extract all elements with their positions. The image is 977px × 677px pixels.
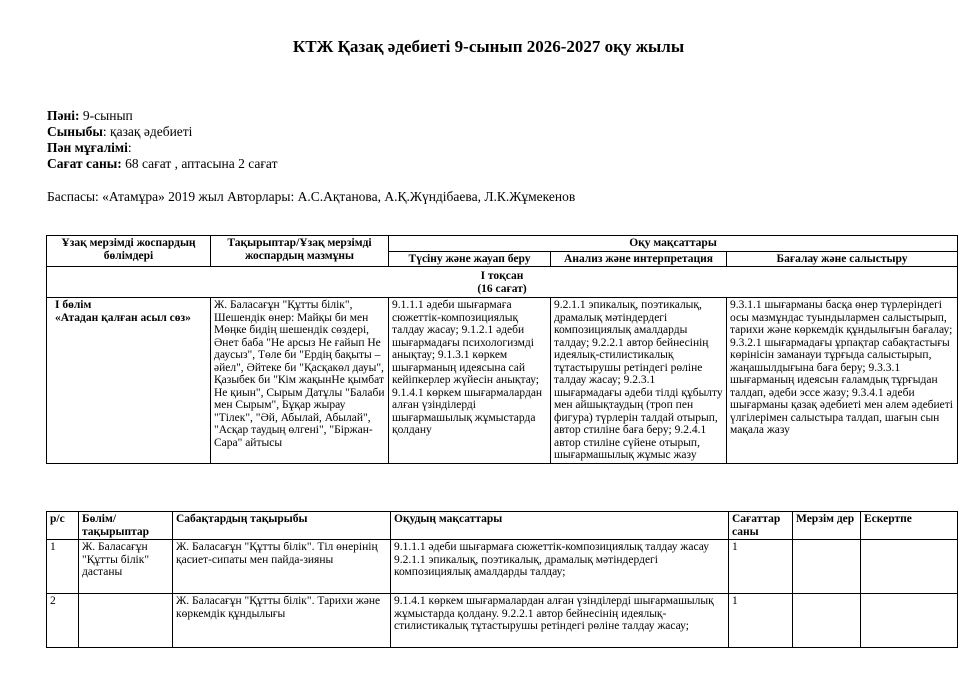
col-section: Бөлім/ тақырыптар (79, 512, 173, 540)
row-number: 1 (47, 540, 79, 594)
lesson-table (46, 511, 958, 648)
subject-value: 9-сынып (79, 108, 133, 123)
subject-label: Пәні: (47, 108, 80, 123)
teacher-value: : (127, 140, 132, 155)
row-date (793, 594, 861, 648)
row-topic: Ж. Баласағұн "Құтты білік". Тіл өнерінің қасиет-сипаты мен пайда-зияны (173, 540, 391, 594)
quarter-title: І тоқсан (480, 270, 524, 282)
hours-label: Сағат саны: (47, 156, 122, 171)
row-date (793, 540, 861, 594)
row-note (861, 594, 958, 648)
table-row (47, 594, 958, 648)
topics-cell: Ж. Баласағұн "Құтты білік", Шешендік өнер: Майқы би мен Мөңке бидің шешендік сөздері, Әнет баба "Не арсыз Не ғайып Не даусыз", Төле би "Ердің бақыты –әйел", Әйтеке би "Қасқакөл дауы", Қазыбек би "Кім жақынНе қымбат Не қиын", Сырым Датұлы "Балаби мен Сырым", Бұқар жырау "Тілек", "Әй, Абылай, Абылай", "Асқар таудың өлгені", "Біржан-Сара" айтысы (211, 298, 389, 464)
objectives-evaluation: 9.3.1.1 шығарманы басқа өнер түрлеріндегі осы мазмұндас туындылармен салыстырып, тарихи және көркемдік құндылығын бағалау; 9.3.2.1 шығармадағы ұрпақтар сабақтастығы көрінісін заманауи тұрғыда салыстырып, жаңашылдығына баға беру; 9.3.3.1 шығарманың идеясын ғаламдық тұрғыдан талдап, әдеби эссе жазу; 9.3.4.1 әдеби шығарманы қазақ әдебиеті мен әлем әдебиеті үлгілерімен салыстыра талдап, шағын сын мақала жазу (727, 298, 958, 464)
header-topics: Тақырыптар/Ұзақ мерзімді жоспардың мазмұны (211, 236, 389, 267)
section-cell (47, 298, 211, 464)
col-number: р/с (47, 512, 79, 540)
class-label: Сыныбы (47, 124, 103, 139)
row-section (79, 594, 173, 648)
row-hours: 1 (729, 540, 793, 594)
objectives-understanding: 9.1.1.1 әдеби шығармаға сюжеттік-композициялық талдау жасау; 9.1.2.1 әдеби шығармадағы психологизмді анықтау; 9.1.3.1 көркем шығарманың идеясына сай кейіпкерлер жүйесін анықтау; 9.1.4.1 көркем шығармалардан алған үзінділерді шығармашылық жұмыстарда қолдану (389, 298, 551, 464)
plan-table (46, 235, 958, 464)
row-section: Ж. Баласағұн "Құтты білік" дастаны (79, 540, 173, 594)
col-lesson-topic: Сабақтардың тақырыбы (173, 512, 391, 540)
document-title: КТЖ Қазақ әдебиеті 9-сынып 2026-2027 оқу жылы (292, 37, 685, 56)
row-number: 2 (47, 594, 79, 648)
header-sections: Ұзақ мерзімді жоспардың бөлімдері (47, 236, 211, 267)
header-evaluation: Бағалау және салыстыру (727, 251, 958, 267)
header-understanding: Түсіну және жауап беру (389, 251, 551, 267)
row-topic: Ж. Баласағұн "Құтты білік". Тарихи және көркемдік құндылығы (173, 594, 391, 648)
header-analysis: Анализ және интерпретация (551, 251, 727, 267)
teacher-line (47, 140, 132, 156)
quarter-row (47, 267, 958, 298)
hours-value: 68 сағат , аптасына 2 сағат (121, 156, 278, 171)
objectives-analysis: 9.2.1.1 эпикалық, поэтикалық, драмалық мәтіндердегі композициялық амалдарды талдау; 9.2.2.1 автор бейнесінің идеялық-стилистикалық тұтастырушы ретіндегі рөліне талдау жасау; 9.2.3.1 шығармадағы әдеби тілді құбылту мен айшықтаудың (троп пен фигура) түрлерін талдай отырып, автор стиліне баға беру; 9.2.4.1 автор стиліне сүйене отырып, шығармашылық жұмыс жазу (551, 298, 727, 464)
col-date: Мерзім дер (793, 512, 861, 540)
col-hours: Сағаттар саны (729, 512, 793, 540)
publisher-line: Баспасы: «Атамұра» 2019 жыл Авторлары: А.С.Ақтанова, А.Қ.Жүндібаева, Л.К.Жұмекенов (47, 189, 576, 204)
row-objectives: 9.1.1.1 әдеби шығармаға сюжеттік-композициялық талдау жасау 9.2.1.1 эпикалық, поэтикалық, драмалық мәтіндердегі композициялық амалдарды талдау; (391, 540, 729, 594)
teacher-label: Пән мұғалімі (47, 140, 128, 155)
col-note: Ескертпе (861, 512, 958, 540)
header-objectives: Оқу мақсаттары (389, 236, 958, 252)
class-value: : қазақ әдебиеті (102, 124, 193, 139)
section-name: «Атадан қалған асыл сөз» (55, 311, 191, 324)
quarter-hours: (16 сағат) (477, 282, 527, 295)
table-row (47, 540, 958, 594)
hours-line (47, 156, 277, 172)
row-note (861, 540, 958, 594)
row-hours: 1 (729, 594, 793, 648)
row-objectives: 9.1.4.1 көркем шығармалардан алған үзінділерді шығармашылық жұмыстарда қолдану. 9.2.2.1 автор бейнесінің идеялық-стилистикалық тұтастырушы ретіндегі рөліне талдау жасау; (391, 594, 729, 648)
col-objectives: Оқудың мақсаттары (391, 512, 729, 540)
subject-line (47, 108, 133, 124)
section-title: І бөлім (55, 299, 92, 311)
class-line (47, 124, 192, 140)
